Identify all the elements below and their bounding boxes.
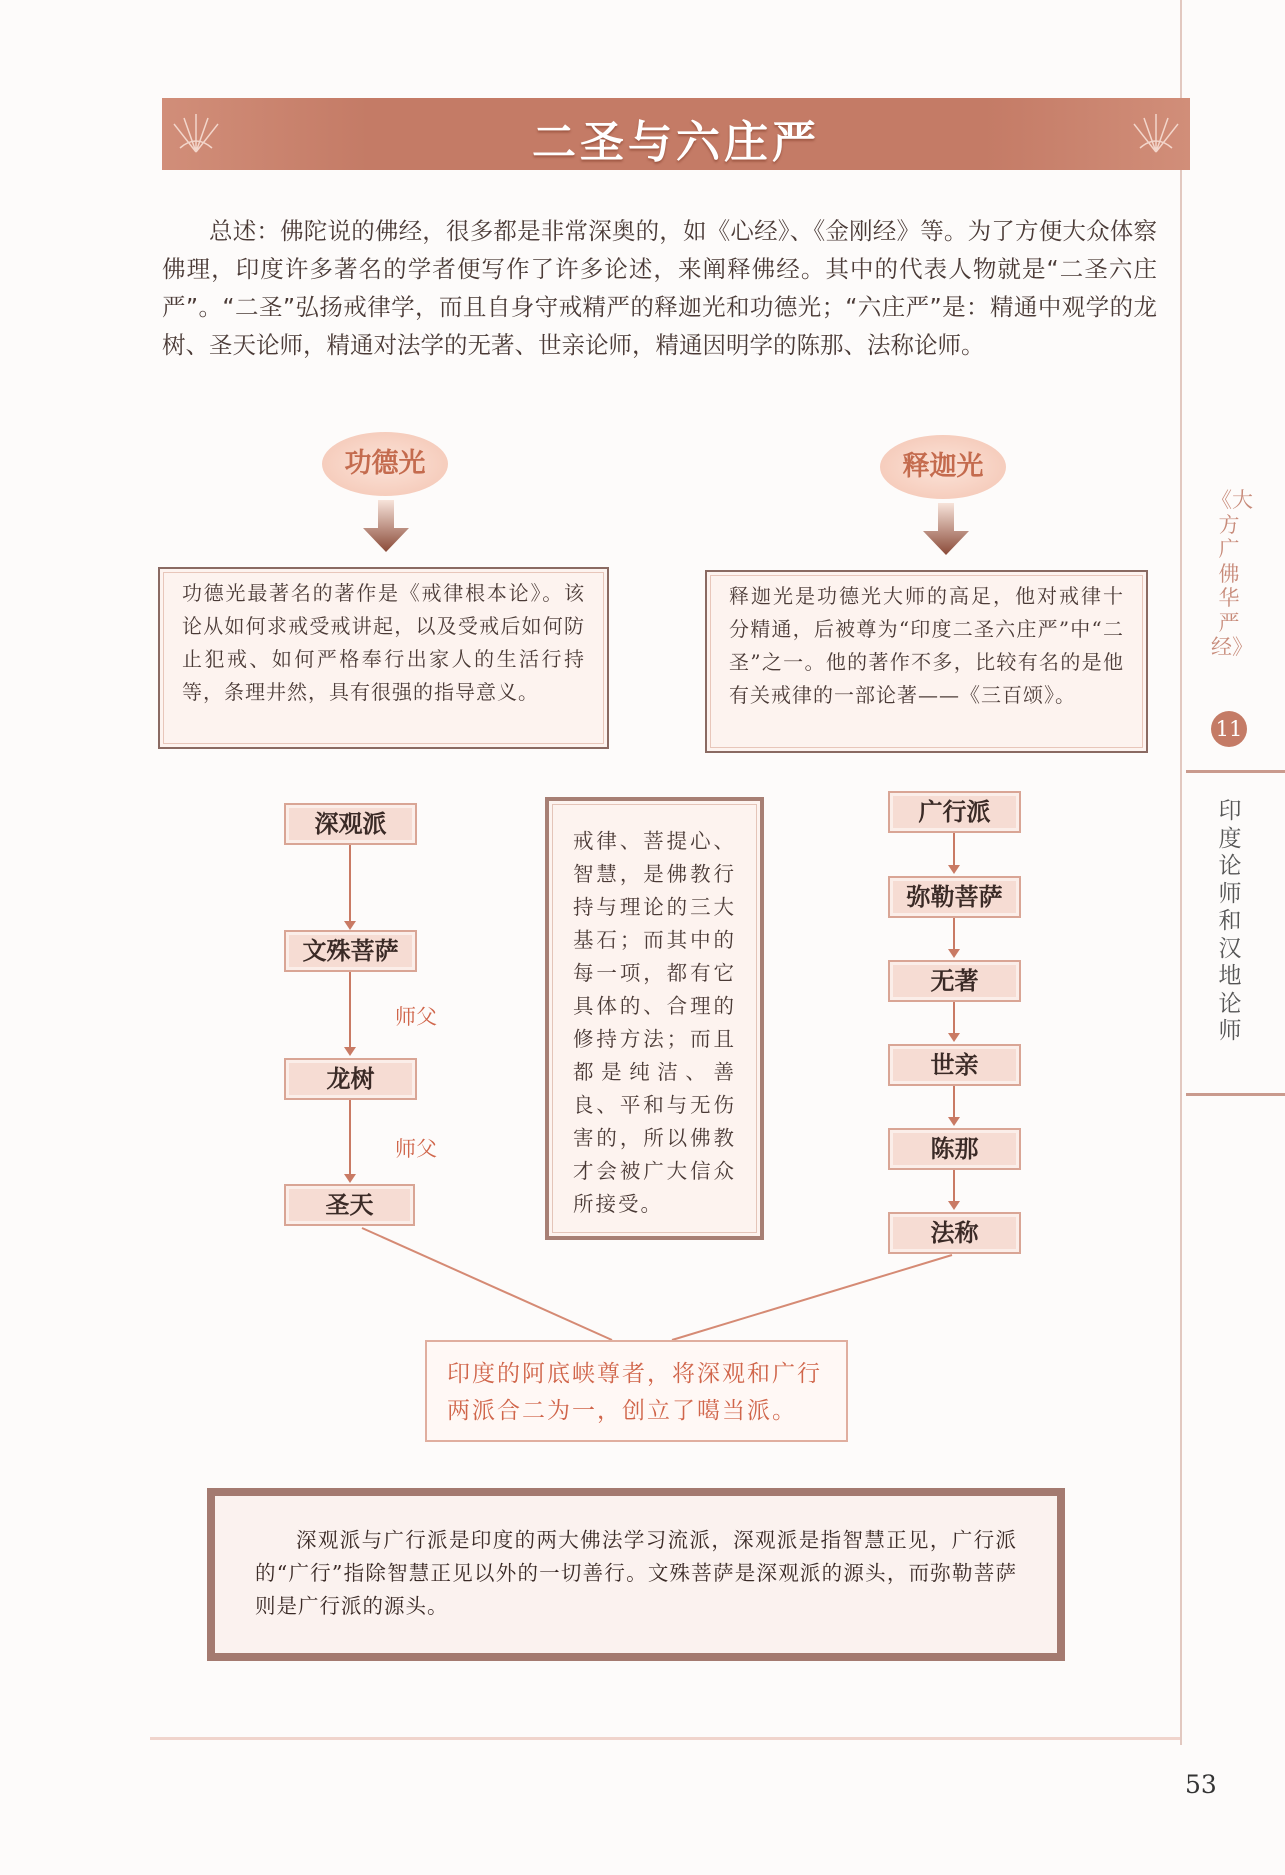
page-number: 53 [1185, 1770, 1217, 1799]
arrowhead [948, 1033, 960, 1042]
arrowhead [948, 1117, 960, 1126]
page-title: 二圣与六庄严 [532, 117, 820, 168]
arrowhead [344, 1047, 356, 1056]
merge-text-box: 印度的阿底峡尊者，将深观和广行两派合二为一，创立了噶当派。 [425, 1340, 848, 1442]
school-node-left: 深观派 [284, 803, 417, 845]
lineage-node-left: 龙树 [284, 1058, 417, 1100]
connector-line [349, 845, 351, 925]
school-node-right: 广行派 [888, 791, 1021, 833]
side-book-title: 《大方广佛华严经》 [1211, 488, 1253, 659]
side-divider-bottom [1186, 1093, 1285, 1096]
connector-line [349, 972, 351, 1050]
summary-text: 深观派与广行派是印度的两大佛法学习流派，深观派是指智慧正见，广行派的“广行”指除智慧正见以外的一切善行。文殊菩萨是深观派的源头，而弥勒菩萨则是广行派的源头。 [255, 1528, 1017, 1618]
bottom-rule [150, 1737, 1180, 1740]
page-edge-line [1180, 0, 1182, 1745]
lineage-node-right: 世亲 [888, 1044, 1021, 1086]
arrowhead [344, 921, 356, 930]
arrowhead [948, 949, 960, 958]
connector-line [349, 1100, 351, 1177]
relation-label: 师父 [395, 1005, 437, 1029]
lineage-node-right: 陈那 [888, 1128, 1021, 1170]
arrowhead [344, 1174, 356, 1183]
left-figure-description: 功德光最著名的著作是《戒律根本论》。该论从如何求戒受戒讲起，以及受戒后如何防止犯戒、如何严格奉行出家人的生活行持等，条理井然，具有很强的指导意义。 [158, 567, 609, 749]
lineage-node-right: 法称 [888, 1212, 1021, 1254]
arrowhead [948, 1201, 960, 1210]
arrowhead [948, 865, 960, 874]
connector-line [953, 1170, 955, 1205]
lineage-node-right: 弥勒菩萨 [888, 876, 1021, 918]
intro-paragraph: 总述：佛陀说的佛经，很多都是非常深奥的，如《心经》、《金刚经》等。为了方便大众体察佛理，印度许多著名的学者便写作了许多论述，来阐释佛经。其中的代表人物就是“二圣六庄严”。“二圣”弘扬戒律学，而且自身守戒精严的释迦光和功德光；“六庄严”是：精通中观学的龙树、圣天论师，精通对法学的无著、世亲论师，精通因明学的陈那、法称论师。 [162, 217, 1157, 359]
connector-line [953, 1086, 955, 1121]
right-figure-description: 释迦光是功德光大师的高足，他对戒律十分精通，后被尊为“印度二圣六庄严”中“二圣”之一。他的著作不多，比较有名的是他有关戒律的一部论著——《三百颂》。 [705, 570, 1148, 753]
arrow-down-icon [921, 503, 971, 555]
figure-name-right: 释迦光 [880, 435, 1006, 499]
connector-line [953, 833, 955, 869]
title-banner [162, 98, 1190, 170]
lineage-node-left: 文殊菩萨 [284, 930, 417, 972]
connector-line [953, 1002, 955, 1037]
relation-label: 师父 [395, 1137, 437, 1161]
lineage-node-right: 无著 [888, 960, 1021, 1002]
lineage-node-left: 圣天 [284, 1184, 415, 1226]
side-chapter-title: 印度论师和汉地论师 [1218, 798, 1242, 1044]
lotus-ornament-icon [1126, 104, 1186, 164]
summary-box [207, 1488, 1065, 1661]
connector-line [953, 918, 955, 953]
arrow-down-icon [361, 500, 411, 552]
figure-name-left: 功德光 [322, 432, 448, 496]
side-divider-top [1186, 770, 1285, 773]
chapter-number-badge: 11 [1211, 711, 1247, 747]
center-text-box: 戒律、菩提心、智慧，是佛教行持与理论的三大基石；而其中的每一项，都有它具体的、合理的修持方法；而且都是纯洁、善良、平和与无伤害的，所以佛教才会被广大信众所接受。 [545, 797, 764, 1240]
